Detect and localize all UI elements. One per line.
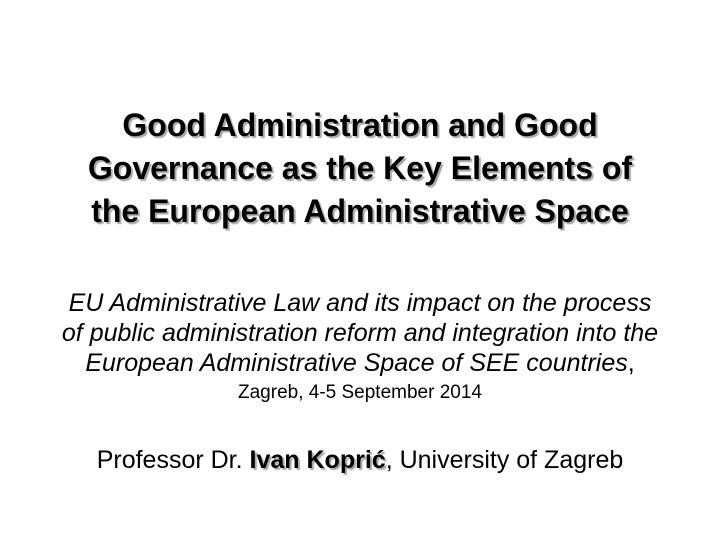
author-line: [0, 444, 720, 476]
title-line-3: the European Administrative Space: [91, 193, 629, 229]
author-affiliation: , University of Zagreb: [385, 446, 624, 474]
title-line-2: Governance as the Key Elements of: [87, 150, 633, 186]
subtitle-line-3: [10, 348, 710, 378]
subtitle-line-1: EU Administrative Law and its impact on the process: [68, 289, 652, 317]
title-line-1: Good Administration and Good: [122, 107, 598, 143]
event-date-place: Zagreb, 4-5 September 2014: [238, 382, 482, 403]
author-prefix: Professor Dr.: [96, 446, 250, 474]
slide-subtitle: [10, 288, 710, 378]
subtitle-line-2: of public administration reform and integration into the: [61, 319, 659, 347]
subtitle-line-3-suffix: ,: [627, 349, 635, 377]
subtitle-line-3-text: European Administrative Space of SEE countries: [85, 349, 628, 377]
author-name: Ivan Koprić: [249, 446, 386, 474]
slide-title: [20, 104, 700, 233]
